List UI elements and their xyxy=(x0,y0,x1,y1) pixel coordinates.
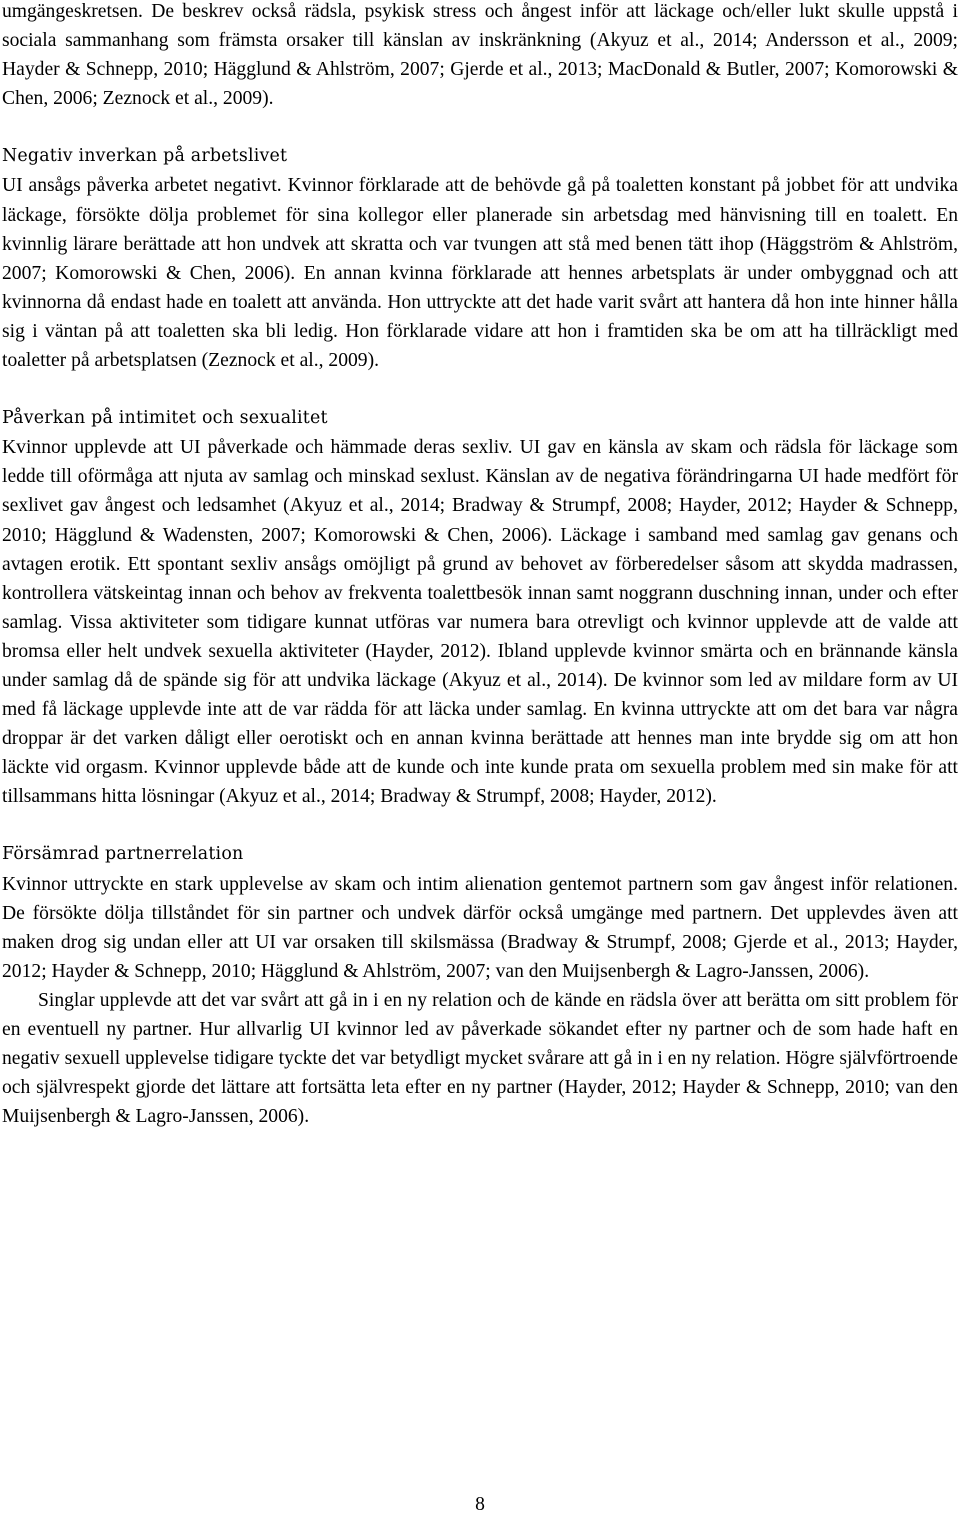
section-spacer xyxy=(2,375,958,404)
page-number: 8 xyxy=(475,1494,485,1515)
intro-paragraph: umgängeskretsen. De beskrev också rädsla, psykisk stress och ångest inför att läckage och/eller lukt skulle uppstå i sociala sammanhang som främsta orsaker till känslan av inskränkning (Akyuz et al., 2014; Andersson et al., 2009; Hayder & Schnepp, 2010; Hägglund & Ahlström, 2007; Gjerde et al., 2013; MacDonald & Butler, 2007; Komorowski & Chen, 2006; Zeznock et al., 2009). xyxy=(2,1,958,110)
body-paragraph: Kvinnor upplevde att UI påverkade och hämmade deras sexliv. UI gav en känsla av skam och rädsla för läckage som ledde till oförmåga att njuta av samlag och minskad sexlust. Känslan av de negativa förändringarna UI hade medfört för sexlivet gav ångest och ledsamhet (Akyuz et al., 2014; Bradway & Strumpf, 2008; Hayder, 2012; Hayder & Schnepp, 2010; Hägglund & Wadensten, 2007; Komorowski & Chen, 2006). Läckage i samband med samlag gav genans och avtagen erotik. Ett spontant sexliv ansågs omöjligt på grund av behovet av förberedelser såsom att skydda madrassen, kontrollera vätskeintag innan och behov av frekventa toalettbesök innan samt noggrann duschning innan, under och efter samlag. Vissa aktiviteter som tidigare kunnat utföras var numera bara otrevligt och kvinnor upplevde att de valde att bromsa eller helt undvek sexuella aktiviteter (Hayder, 2012). Ibland upplevde kvinnor smärta och en brännande känsla under samlag då de spände sig för att undvika läckage (Akyuz et al., 2014). De kvinnor som led av mildare form av UI med få läckage upplevde inte att de var rädda för att läcka under samlag. En kvinna uttryckte att om det bara var några droppar är det varken dåligt eller oerotiskt och en annan kvinna berättade att hennes man inte brydde sig om att hon läckte vid orgasm. Kvinnor upplevde både att de kunde och inte kunde prata om sexuella problem med sin make för att tillsammans hitta lösningar (Akyuz et al., 2014; Bradway & Strumpf, 2008; Hayder, 2012). xyxy=(2,437,958,808)
section-work-life xyxy=(2,142,958,375)
section-spacer xyxy=(2,113,958,142)
body-paragraph: Singlar upplevde att det var svårt att gå in i en ny relation och de kände en rädsla över att berätta om sitt problem för en eventuell ny partner. Hur allvarlig UI kvinnor led av påverkade sökandet efter ny partner och de som hade haft en negativ sexuell upplevelse tidigare tyckte det var betydligt mycket svårare att gå in i en ny relation. Högre självförtroende och självrespekt gjorde det lättare att fortsätta leta efter en ny partner (Hayder, 2012; Hayder & Schnepp, 2010; van den Muijsenbergh & Lagro-Janssen, 2006). xyxy=(2,989,958,1128)
section-heading-intimacy: Påverkan på intimitet och sexualitet xyxy=(2,408,328,429)
section-spacer xyxy=(2,811,958,840)
section-heading-work-life: Negativ inverkan på arbetslivet xyxy=(2,146,288,167)
body-paragraph: UI ansågs påverka arbetet negativt. Kvinnor förklarade att de behövde gå på toaletten konstant på jobbet för att undvika läckage, försökte dölja problemet för sina kollegor eller planerade sin arbetsdag med hänvisning till en toalett. En kvinnlig lärare berättade att hon undvek att skratta och var tvungen att stå med benen tätt ihop (Häggström & Ahlström, 2007; Komorowski & Chen, 2006). En annan kvinna förklarade att hennes arbetsplats är under ombyggnad och att kvinnorna då endast hade en toalett att använda. Hon uttryckte att det hade varit svårt att hantera då hon inte hinner hålla sig i väntan på att toaletten ska bli ledig. Hon förklarade vidare att hon i framtiden ska be om att ha tillräckligt med toaletter på arbetsplatsen (Zeznock et al., 2009). xyxy=(2,175,958,372)
section-intimacy xyxy=(2,404,958,811)
section-heading-partner-relation: Försämrad partnerrelation xyxy=(2,844,244,865)
section-partner-relation xyxy=(2,840,958,1131)
body-paragraph: Kvinnor uttryckte en stark upplevelse av skam och intim alienation gentemot partnern som gav ångest inför relationen. De försökte dölja tillståndet för sin partner och undvek därför också umgänge med partnern. Det upplevdes även att maken drog sig undan eller att UI var orsaken till skilsmässa (Bradway & Strumpf, 2008; Gjerde et al., 2013; Hayder, 2012; Hayder & Schnepp, 2010; Hägglund & Ahlström, 2007; van den Muijsenbergh & Lagro-Janssen, 2006). xyxy=(2,873,958,982)
